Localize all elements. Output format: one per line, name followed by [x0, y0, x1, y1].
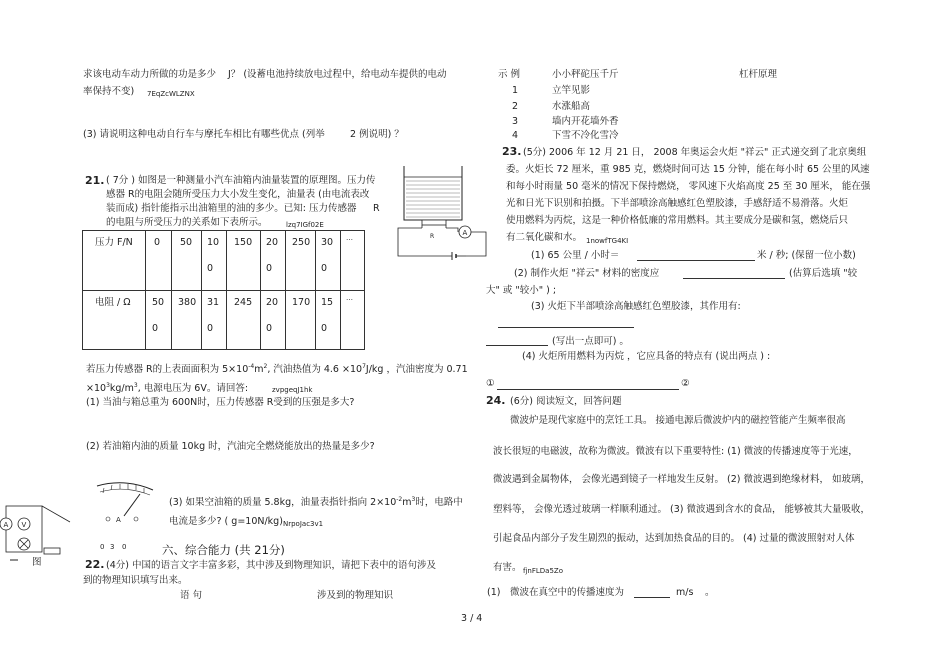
- text-line: 装而成) 指针能指示出油箱里的油的多少。已知: 压力传感器: [106, 203, 357, 214]
- table-cell: 0: [146, 231, 172, 291]
- svg-text:V: V: [21, 521, 27, 529]
- text-line: (1) 当油与箱总重为 600N时，压力传感器 R受到的压强是多大?: [86, 397, 355, 408]
- doc-code: fjnFLDa5Zo: [523, 567, 563, 575]
- table-cell: 10 0: [202, 231, 227, 291]
- doc-code: zvpgeqJ1hk: [272, 386, 313, 394]
- answer-blank[interactable]: [497, 389, 679, 390]
- fuel-gauge-circuit-diagram: [392, 160, 492, 264]
- text-line: 2 例说明) ？: [350, 129, 404, 140]
- svg-text:A: A: [462, 229, 468, 237]
- text-line: (3) 火炬下半部喷涂高触感红色塑胶漆，其作用有:: [531, 301, 741, 312]
- text-line: ②: [681, 378, 690, 389]
- table-cell: 杠杆原理: [739, 69, 778, 80]
- svg-text:3: 3: [110, 543, 115, 551]
- text-line: (4分) 中国的语言文字丰富多彩，其中涉及到物理知识，请把下表中的语句涉及: [106, 560, 436, 571]
- text-line: (5分) 2006 年 12 月 21 日， 2008 年奥运会火炬 "祥云" 正式递交到了北京奥组: [523, 147, 867, 158]
- text-line: 委。火炬长 72 厘米，重 985 克，燃烧时间可达 15 分钟，能在每小时 65 公里的风速: [506, 164, 870, 175]
- text-line: ( 7分 ) 如图是一种测量小汽车油箱内油量装置的原理图。压力传: [106, 175, 376, 186]
- page-number: 3 / 4: [461, 613, 483, 624]
- text-line: 引起食品内部分子发生剧烈的振动，达到加热食品的目的。 (4) 过量的微波照射对人体: [493, 533, 855, 544]
- text-line: (3) 请说明这种电动自行车与摩托车相比有哪些优点 (列举: [83, 129, 325, 140]
- table-cell: …: [341, 291, 365, 350]
- text-line: (6分) 阅读短文，回答问题: [510, 396, 622, 407]
- text-line: 波长很短的电磁波，故称为微波。微波有以下重要特性: (1) 微波的传播速度等于光速，: [493, 446, 858, 457]
- table-cell: 15 0: [316, 291, 341, 350]
- answer-blank[interactable]: [637, 260, 755, 261]
- table-cell: 20 0: [261, 291, 286, 350]
- text-line: 感器 R的电阻会随所受压力大小发生变化，油量表 (由电流表改: [106, 189, 370, 200]
- pressure-resistance-table: [82, 230, 365, 350]
- table-cell: 50 0: [146, 291, 172, 350]
- text-line: (估算后选填 "较: [789, 268, 858, 279]
- text-line: R: [373, 203, 380, 214]
- text-line: 微波遇到金属物体， 会像光遇到镜子一样地发生反射。 (2) 微波遇到绝缘材料， 如玻璃，: [493, 474, 871, 485]
- svg-text:0: 0: [100, 543, 105, 551]
- question-number: 21.: [85, 174, 105, 187]
- list-item-number: 1: [512, 85, 519, 96]
- table-cell: 20 0: [261, 231, 286, 291]
- text-line: 求该电动车动力所做的功是多少: [83, 69, 217, 80]
- doc-code: lzq7IGf02E: [286, 221, 324, 229]
- list-item: 下雪不冷化雪冷: [552, 130, 619, 141]
- answer-blank[interactable]: [683, 278, 785, 279]
- doc-code: 1nowfTG4KI: [586, 237, 629, 245]
- table-cell: 31 0: [202, 291, 227, 350]
- svg-text:0: 0: [122, 543, 127, 551]
- answer-blank[interactable]: [634, 597, 670, 598]
- table-cell: 50: [172, 231, 202, 291]
- figure-caption: 图: [32, 557, 42, 568]
- table-cell: 380: [172, 291, 202, 350]
- text-line: 电流是多少? ( g=10N/kg): [169, 516, 283, 527]
- text-line: 有二氧化碳和水。: [506, 232, 583, 243]
- list-item-number: 3: [512, 116, 519, 127]
- table-cell: 示 例: [498, 69, 521, 80]
- text-line: $\times 10^3kg/m^3$, 电源电压为 6V。请回答:: [86, 382, 249, 395]
- table-row: [83, 231, 365, 291]
- text-line: (3) 如果空油箱的质量 5.8kg，油量表指针指向 $2\times 10^{-2}m^3$时，电路中: [169, 496, 463, 509]
- table-cell: 250: [286, 231, 316, 291]
- text-line: (写出一点即可) 。: [552, 336, 629, 347]
- svg-text:R: R: [430, 233, 435, 240]
- text-line: 率保持不变): [83, 86, 135, 97]
- text-line: 若压力传感器 R的上表面面积为 $5\times 10^{-4}m^2$, 汽油热值为 $4.6 \times 10^7J/kg$ ，汽油密度为 0.71: [86, 363, 468, 376]
- table-cell: 30 0: [316, 231, 341, 291]
- list-item-number: 2: [512, 101, 519, 112]
- text-line: m/s: [676, 587, 694, 598]
- table-header: 涉及到的物理知识: [317, 590, 394, 601]
- svg-text:A: A: [116, 516, 121, 524]
- text-line: (4) 火炬所用燃料为丙烷 ，它应具备的特点有 (说出两点 ) :: [522, 351, 771, 362]
- question-number: 24.: [486, 394, 506, 407]
- table-row: [83, 291, 365, 350]
- question-number: 22.: [85, 558, 105, 571]
- text-line: 大" 或 "较小" ) ;: [486, 285, 557, 296]
- table-row-header: 压力 F/N: [83, 231, 146, 291]
- text-line: (1) 65 公里 / 小时＝: [531, 250, 620, 261]
- text-line: 使用燃料为丙烷，这是一种价格低廉的常用燃料。其主要成分是碳和氢，燃烧后只: [506, 215, 849, 226]
- text-line: 的电阻与所受压力的关系如下表所示。: [106, 217, 268, 228]
- text-line: 米 / 秒; (保留一位小数): [757, 250, 856, 261]
- table-cell: 小小秤砣压千斤: [552, 69, 619, 80]
- ammeter-circuit-figure: [0, 482, 160, 570]
- table-header: 语 句: [180, 590, 203, 601]
- text-line: 和每小时雨量 50 毫米的情况下保持燃烧， 零风速下火焰高度 25 至 30 厘米， 能在强: [506, 181, 871, 192]
- answer-blank[interactable]: [498, 327, 634, 328]
- table-cell: 245: [227, 291, 261, 350]
- doc-code: NrpoJac3v1: [283, 520, 324, 528]
- doc-code: 7EqZcWLZNX: [147, 90, 195, 98]
- list-item: 水涨船高: [552, 101, 591, 112]
- text-line: J？ (设蓄电池持续放电过程中，给电动车提供的电动: [228, 69, 447, 80]
- text-line: (1): [487, 587, 501, 598]
- table-cell: 150: [227, 231, 261, 291]
- table-cell: …: [341, 231, 365, 291]
- text-line: 微波在真空中的传播速度为: [510, 587, 625, 598]
- list-item: 墙内开花墙外香: [552, 116, 619, 127]
- list-item-number: 4: [512, 130, 519, 141]
- table-cell: 170: [286, 291, 316, 350]
- text-line: 微波炉是现代家庭中的烹饪工具。 接通电源后微波炉内的磁控管能产生频率很高: [510, 415, 846, 426]
- text-line: 到的物理知识填写出来。: [83, 575, 188, 586]
- text-line: (2) 制作火炬 "祥云" 材料的密度应: [514, 268, 660, 279]
- text-line: (2) 若油箱内油的质量 10kg 时，汽油完全燃烧能放出的热量是多少?: [86, 441, 375, 452]
- text-line: 有害。: [493, 562, 522, 573]
- table-row-header: 电阻 / Ω: [83, 291, 146, 350]
- text-line: ①: [486, 378, 495, 389]
- svg-text:A: A: [3, 521, 9, 529]
- section-title: 六、综合能力 (共 21分): [162, 543, 285, 557]
- list-item: 立竿见影: [552, 85, 591, 96]
- question-number: 23.: [502, 145, 522, 158]
- text-line: 。: [705, 587, 715, 598]
- text-line: 光和日光下识别和拍摄。下半部喷涂高触感红色塑胶漆，手感舒适不易滑落。火炬: [506, 198, 849, 209]
- answer-blank[interactable]: [486, 345, 548, 346]
- text-line: 塑料等， 会像光透过玻璃一样顺利通过。 (3) 微波遇到含水的食品， 能够被其大量吸收，: [493, 504, 871, 515]
